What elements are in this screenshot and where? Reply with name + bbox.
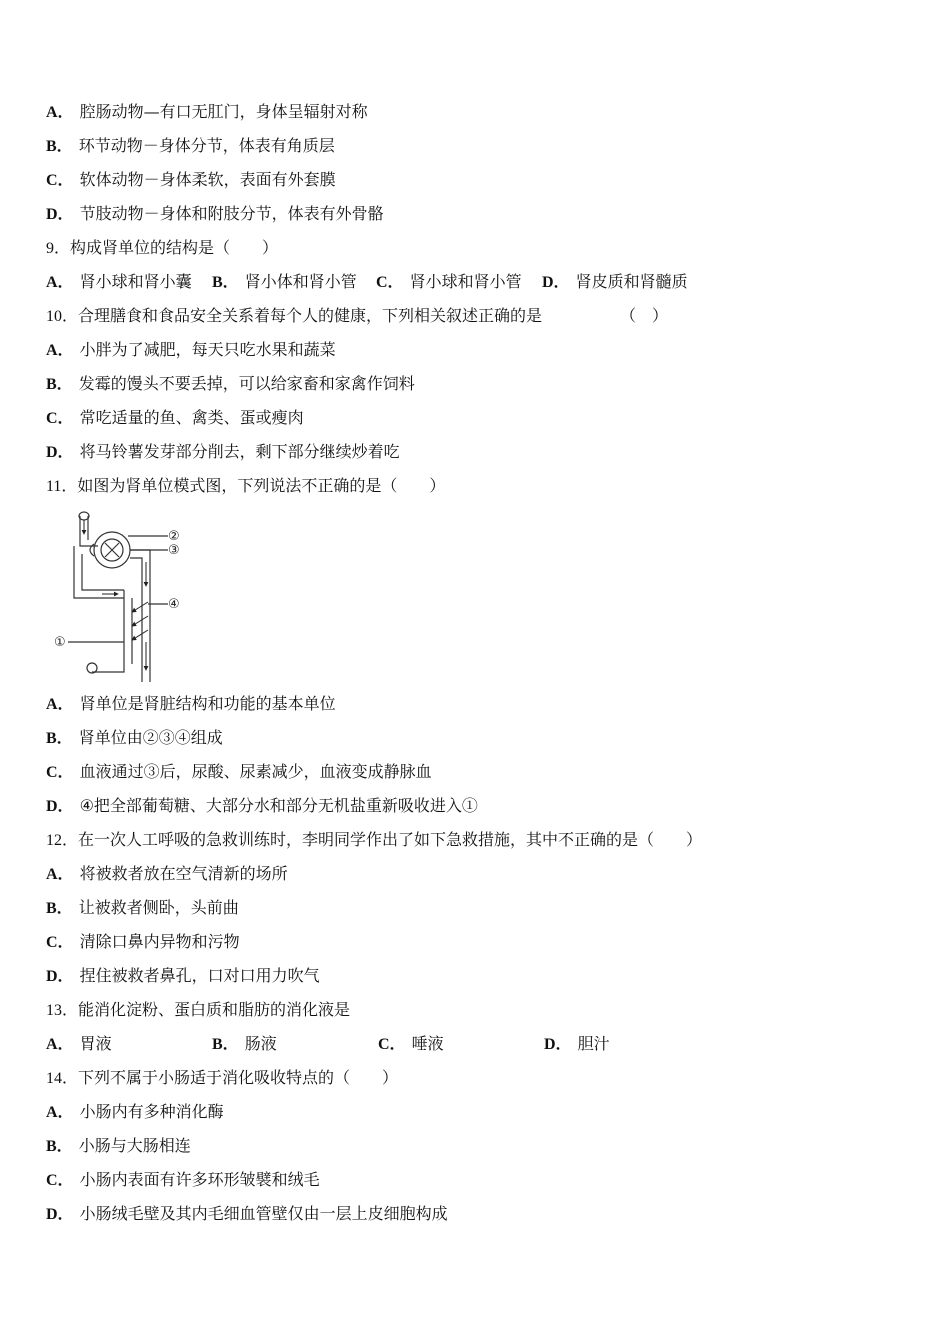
q10-option-a: A． 小胖为了减肥，每天只吃水果和蔬菜 — [46, 340, 336, 359]
q10-option-c: C． 常吃适量的鱼、禽类、蛋或瘦肉 — [46, 408, 304, 427]
q11-option-d: D． ④把全部葡萄糖、大部分水和部分无机盐重新吸收进入① — [46, 796, 478, 815]
q9-option-b: B． 肾小体和肾小管 — [212, 272, 357, 291]
q14-option-c: C． 小肠内表面有许多环形皱襞和绒毛 — [46, 1170, 320, 1189]
q13-option-d: D． 胆汁 — [544, 1034, 610, 1053]
q12-option-c: C． 清除口鼻内异物和污物 — [46, 932, 240, 951]
reabsorb-arrow-3 — [132, 630, 148, 640]
q8-option-c: C． 软体动物－身体柔软，表面有外套膜 — [46, 170, 336, 189]
figure-label-4: ④ — [168, 597, 180, 612]
q9-stem: 9．构成肾单位的结构是（ ） — [46, 238, 279, 257]
q10-answer-paren: （ ） — [620, 306, 669, 325]
q13-stem: 13．能消化淀粉、蛋白质和脂肪的消化液是 — [46, 1000, 351, 1019]
q10-option-d: D． 将马铃薯发芽部分削去，剩下部分继续炒着吃 — [46, 442, 400, 461]
reabsorb-arrow-2 — [132, 616, 148, 626]
vein-outer — [92, 590, 124, 672]
q10-stem: 10．合理膳食和食品安全关系着每个人的健康，下列相关叙述正确的是 （ ） — [46, 306, 669, 325]
q14-stem: 14．下列不属于小肠适于消化吸收特点的（ ） — [46, 1068, 399, 1087]
q9-option-a: A． 肾小球和肾小囊 — [46, 272, 192, 291]
nephron-diagram — [52, 506, 194, 682]
q12-option-a: A． 将被救者放在空气清新的场所 — [46, 864, 288, 883]
q11-option-a: A． 肾单位是肾脏结构和功能的基本单位 — [46, 694, 336, 713]
afferent-vessel — [80, 516, 98, 546]
figure-label-2: ② — [168, 529, 180, 544]
q11-option-b: B． 肾单位由②③④组成 — [46, 728, 223, 747]
q9-option-d: D． 肾皮质和肾髓质 — [542, 272, 688, 291]
q8-option-b: B． 环节动物－身体分节，体表有角质层 — [46, 136, 335, 155]
q10-option-b: B． 发霉的馒头不要丢掉，可以给家畜和家禽作饲料 — [46, 374, 415, 393]
q9-option-c: C． 肾小球和肾小管 — [376, 272, 522, 291]
q12-option-b: B． 让被救者侧卧，头前曲 — [46, 898, 239, 917]
q13-option-a: A． 胃液 — [46, 1034, 112, 1053]
q13-options-row — [46, 1034, 906, 1054]
figure-label-1: ① — [54, 635, 66, 650]
q8-option-a: A． 腔肠动物—有口无肛门，身体呈辐射对称 — [46, 102, 368, 121]
reabsorb-arrow-1 — [132, 602, 148, 612]
q12-stem: 12．在一次人工呼吸的急救训练时，李明同学作出了如下急救措施，其中不正确的是（ ） — [46, 830, 703, 849]
q13-option-b: B． 肠液 — [212, 1034, 277, 1053]
figure-label-3: ③ — [168, 543, 180, 558]
glomerulus-cross — [105, 543, 119, 557]
tubule-outer — [130, 550, 150, 682]
q9-options-row — [46, 272, 906, 292]
q11-option-c: C． 血液通过③后，尿酸、尿素减少，血液变成静脉血 — [46, 762, 432, 781]
q11-stem: 11．如图为肾单位模式图，下列说法不正确的是（ ） — [46, 476, 446, 495]
q14-option-b: B． 小肠与大肠相连 — [46, 1136, 191, 1155]
q14-option-a: A． 小肠内有多种消化酶 — [46, 1102, 224, 1121]
q8-option-d: D． 节肢动物－身体和附肢分节，体表有外骨骼 — [46, 204, 384, 223]
q14-option-d: D． 小肠绒毛壁及其内毛细血管壁仅由一层上皮细胞构成 — [46, 1204, 448, 1223]
q12-option-d: D． 捏住被救者鼻孔，口对口用力吹气 — [46, 966, 320, 985]
q13-option-c: C． 唾液 — [378, 1034, 444, 1053]
